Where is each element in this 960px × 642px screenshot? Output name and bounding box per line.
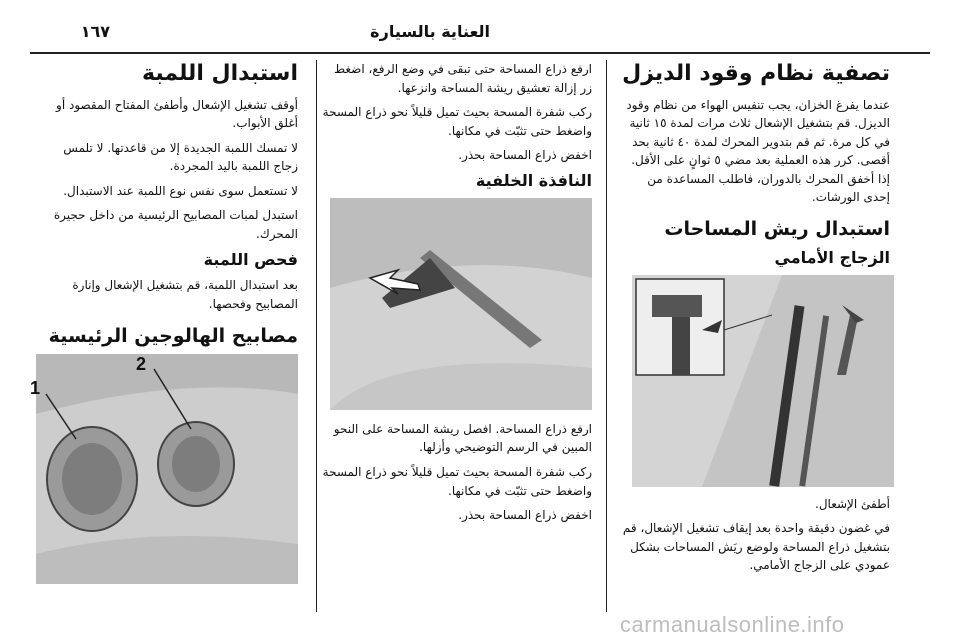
bulb-text-3: لا تستعمل سوى نفس نوع اللمبة عند الاستبدال. (63, 183, 298, 198)
windscreen-wiper-figure (632, 275, 894, 487)
bulb-text-4: استبدل لمبات المصابيح الرئيسية من داخل حجيرة المحرك. (53, 208, 298, 242)
page-header (30, 22, 930, 48)
bulb-check-heading: فحص اللمبة (203, 249, 298, 269)
middle-column (320, 60, 592, 531)
rear-window-heading: النافذة الخلفية (475, 170, 592, 190)
wiper-heading: استبدال ريش المساحات (664, 218, 890, 241)
wiper-lower-text: اخفض ذراع المساحة بحذر. (458, 148, 592, 163)
right-column (618, 60, 890, 581)
rear-wiper-fit-text: ركب شفرة المسحة بحيث تميل قليلاً نحو ذراع المسحة واضغط حتى تثبّت في مكانها. (322, 464, 592, 498)
section-title: العناية بالسيارة (370, 22, 490, 41)
page-number: ١٦٧ (80, 22, 110, 41)
headlamp-figure (29, 354, 298, 584)
callout-1: 1 (29, 378, 40, 399)
wiper-position-text: في غضون دقيقة واحدة بعد إيقاف تشغيل الإشعال، قم بتشغيل ذراع المساحة ولوضع ريَش المساحات بشكل عمودي على الزجاج الأمامي. (622, 521, 890, 573)
bulb-text-1: أوقف تشغيل الإشعال وأطفئ المفتاح المقصود أو أغلق الأبواب. (56, 97, 298, 131)
rear-wiper-remove-text: ارفع ذراع المساحة. افصل ريشة المساحة على النحو المبين في الرسم التوضيحي وأزلها. (333, 421, 592, 455)
bulb-check-text: بعد استبدال اللمبة، قم بتشغيل الإشعال وإنارة المصابيح وفحصها. (72, 278, 298, 312)
wiper-fit-text: ركب شفرة المسحة بحيث تميل قليلاً نحو ذراع المسحة واضغط حتى تثبّت في مكانها. (322, 105, 592, 138)
ignition-caption: أطفئ الإشعال. (815, 496, 890, 511)
header-rule (30, 52, 930, 54)
bulb-heading: استبدال اللمبة (142, 61, 298, 86)
rear-wiper-figure (330, 198, 592, 410)
column-divider (606, 60, 607, 612)
callout-2: 2 (135, 354, 146, 375)
bulb-text-2: لا تمسك اللمبة الجديدة إلا من قاعدتها. لا تلمس زجاج اللمبة باليد المجردة. (63, 140, 298, 174)
column-divider (316, 60, 317, 612)
wiper-lift-text: ارفع ذراع المساحة حتى تبقى في وضع الرفع، اضغط زر إزالة تعشيق ريشة المساحة وانزعها. (333, 62, 592, 95)
rear-wiper-lower-text: اخفض ذراع المساحة بحذر. (458, 508, 592, 523)
diesel-text: عندما يفرغ الخزان، يجب تنفيس الهواء من نظام وقود الديزل. قم بتشغيل الإشعال ثلاث مرات لمدة ١٥ ثانية في كل مرة. ثم قم بتدوير المحرك لمدة ٤٠ ثانية بحد أقصى. كرر هذه العملية بعد مضي ٥ ثوانٍ على الأقل. إذا أخفق المحرك بالدوران، فاطلب المساعدة من إحدى الورشات. (626, 97, 890, 205)
watermark: carmanualsonline.info (620, 612, 845, 637)
diesel-heading: تصفية نظام وقود الديزل (622, 61, 890, 86)
left-column (29, 60, 298, 584)
windscreen-heading: الزجاج الأمامي (774, 247, 890, 267)
halogen-heading: مصابيح الهالوجين الرئيسية (48, 324, 298, 347)
